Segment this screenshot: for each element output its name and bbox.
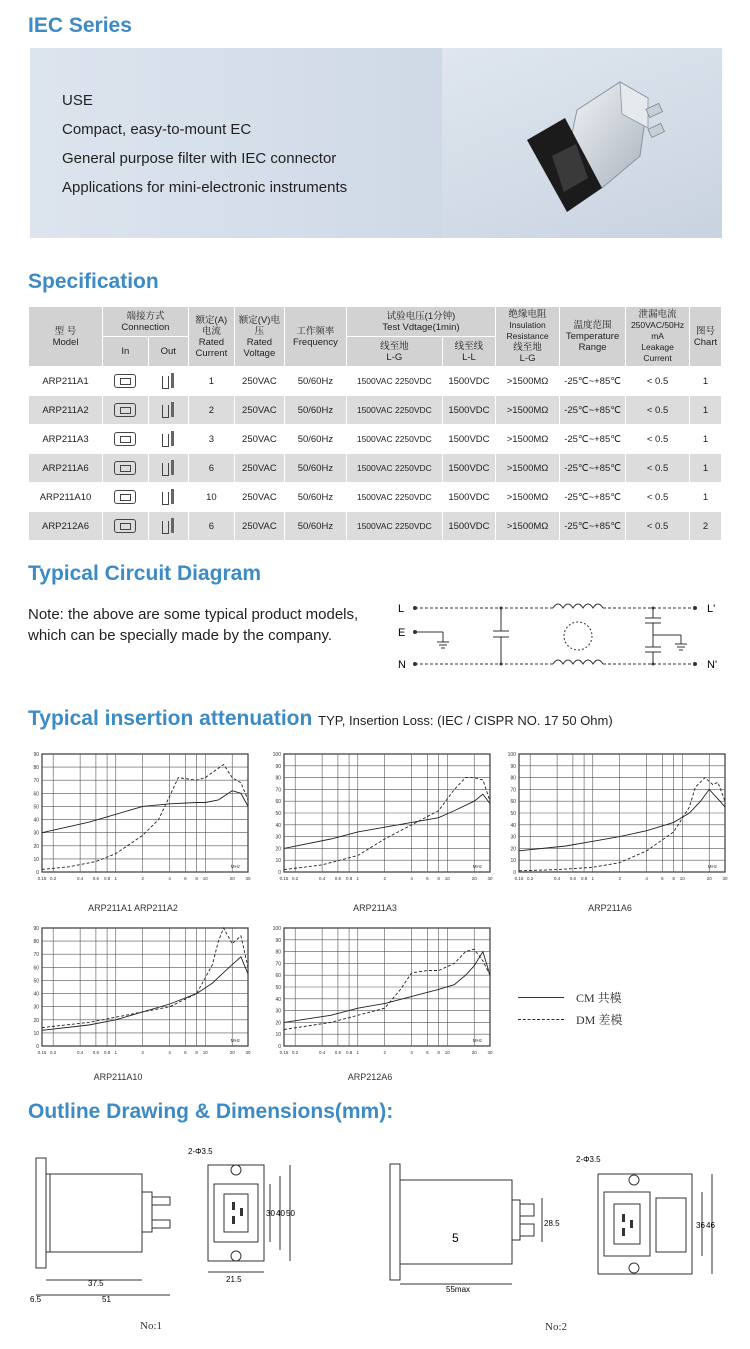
cell-chart: 1 (690, 396, 722, 425)
y-tick-label: 50 (510, 811, 516, 817)
circuit-diagram (395, 594, 725, 678)
y-tick-label: 20 (33, 1017, 39, 1024)
section-title-outline: Outline Drawing & Dimensions(mm): (28, 1100, 394, 1123)
cell-lg: 1500VAC 2250VDC (346, 367, 442, 396)
attenuation-chart-arp211a3 (270, 750, 496, 884)
tab-terminal-icon (161, 373, 175, 389)
x-unit-label: MHz (230, 1038, 240, 1043)
x-tick-label: 1 (356, 876, 360, 881)
x-unit-label: MHz (472, 864, 482, 869)
cell-temperature: -25℃~+85℃ (560, 367, 626, 396)
x-tick-label: 0.4 (554, 876, 561, 881)
x-tick-label: 10 (444, 876, 450, 881)
x-tick-label: 0.6 (92, 1050, 100, 1055)
attenuation-chart-arp211a1-a2 (28, 750, 254, 884)
cell-model: ARP211A2 (29, 396, 103, 425)
cell-model: ARP211A3 (29, 425, 103, 454)
x-tick-label: 10 (679, 876, 685, 881)
x-tick-label: 8 (437, 1050, 440, 1055)
x-tick-label: 8 (195, 1050, 198, 1055)
y-tick-label: 40 (275, 822, 281, 829)
table-row (29, 512, 722, 541)
hero-text (62, 86, 347, 202)
x-tick-label: 0.8 (580, 876, 588, 881)
table-row (29, 425, 722, 454)
cell-insulation: >1500MΩ (496, 483, 560, 512)
filter-product-illustration (442, 48, 722, 238)
attenuation-chart-arp211a6 (505, 750, 731, 884)
x-tick-label: 4 (168, 876, 171, 881)
cell-frequency: 50/60Hz (284, 367, 346, 396)
x-tick-label: 6 (426, 876, 429, 881)
col-frequency: 工作频率 Frequency (284, 307, 346, 367)
y-tick-label: 60 (510, 799, 516, 806)
x-tick-label: 0.2 (527, 876, 534, 881)
x-tick-label: 0.6 (334, 1050, 342, 1055)
x-tick-label: 8 (437, 876, 440, 881)
x-tick-label: 10 (444, 1050, 450, 1055)
y-tick-label: 90 (33, 752, 39, 758)
outline-label-no2: No:2 (545, 1321, 567, 1333)
circuit-note: Note: the above are some typical product models, which can be specially made by the company. (28, 606, 359, 644)
hero-line: Compact, easy-to-mount EC (62, 121, 252, 138)
hero-line: General purpose filter with IEC connector (62, 150, 337, 167)
dim-b: 51 (102, 1295, 111, 1304)
cell-ll: 1500VDC (442, 512, 495, 541)
tab-terminal-icon (161, 431, 175, 447)
x-tick-label: 0.2 (292, 876, 299, 881)
cell-temperature: -25℃~+85℃ (560, 483, 626, 512)
y-tick-label: 0 (278, 1044, 281, 1050)
attenuation-chart-arp211a10 (28, 924, 254, 1058)
x-tick-label: 8 (672, 876, 675, 881)
x-tick-label: 4 (645, 876, 648, 881)
cell-temperature: -25℃~+85℃ (560, 512, 626, 541)
hero-banner (30, 48, 722, 238)
y-tick-label: 30 (510, 834, 516, 841)
col-conn-out: Out (148, 337, 188, 367)
cell-frequency: 50/60Hz (284, 396, 346, 425)
dim-g: 50 (286, 1209, 295, 1218)
cell-current: 10 (188, 483, 234, 512)
dim-d: 36 (696, 1221, 705, 1230)
chart-caption: ARP211A10 (93, 1072, 143, 1082)
y-tick-label: 10 (510, 858, 516, 865)
cell-lg: 1500VAC 2250VDC (346, 396, 442, 425)
y-tick-label: 90 (33, 926, 39, 932)
col-insulation: 绝缘电阻 Insulation Resistance 线至地 L-G (496, 307, 560, 367)
cell-out (148, 425, 188, 454)
label-n-out: N' (707, 659, 718, 671)
y-tick-label: 60 (275, 973, 281, 980)
hero-line: USE (62, 92, 93, 109)
x-unit-label: MHz (472, 1038, 482, 1043)
x-tick-label: 2 (383, 876, 386, 881)
cell-voltage: 250VAC (234, 454, 284, 483)
x-tick-label: 30 (245, 876, 251, 881)
table-row (29, 454, 722, 483)
y-tick-label: 80 (275, 949, 281, 956)
iec-inlet-icon (114, 432, 136, 446)
cell-out (148, 367, 188, 396)
x-tick-label: 10 (202, 876, 208, 881)
x-unit-label: MHz (230, 864, 240, 869)
dim-b: 28.5 (544, 1219, 560, 1228)
col-conn-in: In (103, 337, 149, 367)
cell-leakage: < 0.5 (626, 425, 690, 454)
cell-out (148, 396, 188, 425)
y-tick-label: 100 (507, 752, 516, 758)
y-tick-label: 30 (275, 1008, 281, 1015)
x-tick-label: 0.4 (319, 1050, 326, 1055)
x-tick-label: 0.4 (77, 1050, 84, 1055)
chart-frame (42, 754, 248, 872)
table-row (29, 396, 722, 425)
cell-frequency: 50/60Hz (284, 454, 346, 483)
section-title-specification: Specification (28, 270, 159, 293)
cell-model: ARP211A1 (29, 367, 103, 396)
x-tick-label: 0.2 (292, 1050, 299, 1055)
y-tick-label: 40 (275, 996, 281, 1003)
y-tick-label: 10 (275, 1032, 281, 1039)
iec-inlet-icon (114, 490, 136, 504)
col-test-voltage: 试验电压(1分钟) Test Vdtage(1min) (346, 307, 495, 337)
x-tick-label: 6 (184, 876, 187, 881)
cell-lg: 1500VAC 2250VDC (346, 425, 442, 454)
col-current: 额定(A)电流 Rated Current (188, 307, 234, 367)
y-tick-label: 20 (510, 846, 516, 853)
cell-chart: 1 (690, 425, 722, 454)
dim-c: 6.5 (30, 1295, 42, 1304)
table-row (29, 367, 722, 396)
y-tick-label: 40 (33, 817, 39, 824)
x-tick-label: 6 (184, 1050, 187, 1055)
x-tick-label: 2 (618, 876, 621, 881)
iec-inlet-icon (114, 461, 136, 475)
dim-a: 37.5 (88, 1279, 104, 1288)
cell-insulation: >1500MΩ (496, 367, 560, 396)
cell-frequency: 50/60Hz (284, 483, 346, 512)
x-tick-label: 30 (487, 1050, 493, 1055)
x-tick-label: 0.6 (569, 876, 577, 881)
y-tick-label: 70 (275, 961, 281, 968)
cell-model: ARP211A6 (29, 454, 103, 483)
y-tick-label: 40 (510, 822, 516, 829)
x-tick-label: 0.15 (514, 876, 524, 881)
series-cm-line (42, 791, 248, 833)
cell-current: 2 (188, 396, 234, 425)
y-tick-label: 80 (33, 939, 39, 946)
x-tick-label: 2 (383, 1050, 386, 1055)
cell-leakage: < 0.5 (626, 454, 690, 483)
col-model: 型 号 Model (29, 307, 103, 367)
x-tick-label: 0.15 (37, 876, 47, 881)
cell-chart: 1 (690, 483, 722, 512)
x-tick-label: 0.6 (92, 876, 100, 881)
dim-e: 30 (266, 1209, 275, 1218)
y-tick-label: 30 (33, 1004, 39, 1011)
cell-voltage: 250VAC (234, 367, 284, 396)
cell-model: ARP212A6 (29, 512, 103, 541)
y-tick-label: 70 (510, 787, 516, 794)
col-temperature: 温度范围 Temperature Range (560, 307, 626, 367)
y-tick-label: 100 (272, 752, 281, 758)
cell-leakage: < 0.5 (626, 367, 690, 396)
chart-caption: ARP211A1 ARP211A2 (88, 903, 178, 913)
series-cm-line (519, 789, 725, 850)
cell-out (148, 454, 188, 483)
dim-hole: 2-Φ3.5 (576, 1155, 601, 1164)
cell-in (103, 367, 149, 396)
col-ll: 线至线 L-L (442, 337, 495, 367)
cell-out (148, 512, 188, 541)
cell-current: 3 (188, 425, 234, 454)
tab-terminal-icon (161, 489, 175, 505)
series-cm-line (284, 794, 490, 848)
x-tick-label: 0.15 (279, 1050, 289, 1055)
y-tick-label: 30 (275, 834, 281, 841)
cell-voltage: 250VAC (234, 512, 284, 541)
cell-in (103, 512, 149, 541)
iec-inlet-icon (114, 374, 136, 388)
cell-ll: 1500VDC (442, 454, 495, 483)
y-tick-label: 50 (33, 804, 39, 811)
cell-insulation: >1500MΩ (496, 512, 560, 541)
label-l-out: L' (707, 603, 716, 615)
x-tick-label: 20 (471, 1050, 477, 1055)
x-tick-label: 0.4 (319, 876, 326, 881)
legend-cm: CM 共模 (518, 986, 622, 1008)
x-unit-label: MHz (707, 864, 717, 869)
chart-caption: ARP211A3 (353, 903, 397, 913)
x-tick-label: 6 (426, 1050, 429, 1055)
cell-insulation: >1500MΩ (496, 396, 560, 425)
col-chart: 图号 Chart (690, 307, 722, 367)
label-e: E (398, 627, 406, 639)
y-tick-label: 10 (275, 858, 281, 865)
section-title-attenuation: Typical insertion attenuation TYP, Insertion Loss: (IEC / CISPR NO. 17 50 Ohm) (28, 707, 613, 730)
cell-in (103, 454, 149, 483)
y-tick-label: 20 (275, 846, 281, 853)
x-tick-label: 20 (229, 876, 235, 881)
x-tick-label: 20 (706, 876, 712, 881)
x-tick-label: 30 (245, 1050, 251, 1055)
y-tick-label: 0 (36, 1044, 39, 1050)
label-l: L (398, 603, 405, 615)
x-tick-label: 2 (141, 1050, 144, 1055)
x-tick-label: 0.4 (77, 876, 84, 881)
y-tick-label: 50 (275, 811, 281, 817)
x-tick-label: 0.8 (103, 1050, 111, 1055)
cell-voltage: 250VAC (234, 425, 284, 454)
chart-legend (518, 986, 622, 1030)
y-tick-label: 60 (33, 791, 39, 798)
x-tick-label: 1 (591, 876, 595, 881)
y-tick-label: 0 (278, 870, 281, 876)
cell-chart: 2 (690, 512, 722, 541)
col-leakage: 泄漏电流 250VAC/50Hz mA Leakage Current (626, 307, 690, 367)
cell-model: ARP211A10 (29, 483, 103, 512)
y-tick-label: 30 (33, 830, 39, 837)
y-tick-label: 70 (33, 952, 39, 959)
x-tick-label: 20 (471, 876, 477, 881)
x-tick-label: 1 (356, 1050, 360, 1055)
y-tick-label: 60 (33, 965, 39, 972)
x-tick-label: 30 (487, 876, 493, 881)
cell-chart: 1 (690, 454, 722, 483)
y-tick-label: 50 (33, 978, 39, 985)
col-lg: 线至地 L-G (346, 337, 442, 367)
cell-leakage: < 0.5 (626, 396, 690, 425)
y-tick-label: 80 (510, 775, 516, 782)
y-tick-label: 40 (33, 991, 39, 998)
cell-leakage: < 0.5 (626, 512, 690, 541)
x-tick-label: 8 (195, 876, 198, 881)
x-tick-label: 30 (722, 876, 728, 881)
cell-voltage: 250VAC (234, 396, 284, 425)
outline-drawing-no1 (30, 1140, 320, 1310)
product-image (442, 48, 722, 238)
cell-ll: 1500VDC (442, 367, 495, 396)
x-tick-label: 6 (661, 876, 664, 881)
x-tick-label: 0.15 (279, 876, 289, 881)
x-tick-label: 4 (410, 1050, 413, 1055)
dim-e: 46 (706, 1221, 715, 1230)
table-header-row (29, 307, 722, 337)
cell-ll: 1500VDC (442, 396, 495, 425)
cell-current: 6 (188, 512, 234, 541)
tab-terminal-icon (161, 402, 175, 418)
cell-lg: 1500VAC 2250VDC (346, 454, 442, 483)
cell-temperature: -25℃~+85℃ (560, 454, 626, 483)
cell-out (148, 483, 188, 512)
dim-hole: 2-Φ3.5 (188, 1147, 213, 1156)
col-voltage: 额定(V)电压 Rated Voltage (234, 307, 284, 367)
y-tick-label: 90 (275, 937, 281, 944)
y-tick-label: 80 (33, 765, 39, 772)
spec-table (28, 306, 722, 541)
y-tick-label: 10 (33, 856, 39, 863)
section-title-circuit: Typical Circuit Diagram (28, 562, 262, 585)
cell-temperature: -25℃~+85℃ (560, 396, 626, 425)
y-tick-label: 0 (36, 870, 39, 876)
dim-d: 21.5 (226, 1275, 242, 1284)
x-tick-label: 10 (202, 1050, 208, 1055)
series-dm-line (42, 928, 248, 1028)
label-n: N (398, 659, 406, 671)
tab-terminal-icon (161, 518, 175, 534)
iec-inlet-icon (114, 403, 136, 417)
x-tick-label: 4 (410, 876, 413, 881)
cell-lg: 1500VAC 2250VDC (346, 512, 442, 541)
x-tick-label: 20 (229, 1050, 235, 1055)
series-dm-line (284, 778, 490, 870)
y-tick-label: 10 (33, 1030, 39, 1037)
iec-inlet-icon (114, 519, 136, 533)
outline-label-no1: No:1 (140, 1320, 162, 1332)
x-tick-label: 0.2 (50, 876, 57, 881)
y-tick-label: 60 (275, 799, 281, 806)
cell-in (103, 483, 149, 512)
cell-leakage: < 0.5 (626, 483, 690, 512)
tab-terminal-icon (161, 460, 175, 476)
y-tick-label: 100 (272, 926, 281, 932)
y-tick-label: 20 (33, 843, 39, 850)
cell-temperature: -25℃~+85℃ (560, 425, 626, 454)
attenuation-note: TYP, Insertion Loss: (IEC / CISPR NO. 17 50 Ohm) (318, 713, 613, 728)
x-tick-label: 1 (114, 1050, 118, 1055)
x-tick-label: 0.8 (345, 876, 353, 881)
cell-current: 6 (188, 454, 234, 483)
cell-ll: 1500VDC (442, 483, 495, 512)
y-tick-label: 90 (275, 763, 281, 770)
y-tick-label: 70 (275, 787, 281, 794)
cell-in (103, 425, 149, 454)
x-tick-label: 0.8 (345, 1050, 353, 1055)
x-tick-label: 4 (168, 1050, 171, 1055)
cell-current: 1 (188, 367, 234, 396)
x-tick-label: 0.6 (334, 876, 342, 881)
cell-ll: 1500VDC (442, 425, 495, 454)
cell-insulation: >1500MΩ (496, 454, 560, 483)
y-tick-label: 50 (275, 985, 281, 991)
cell-in (103, 396, 149, 425)
y-tick-label: 80 (275, 775, 281, 782)
cell-chart: 1 (690, 367, 722, 396)
cell-insulation: >1500MΩ (496, 425, 560, 454)
cell-lg: 1500VAC 2250VDC (346, 483, 442, 512)
attenuation-chart-arp212a6 (270, 924, 496, 1058)
y-tick-label: 90 (510, 763, 516, 770)
x-tick-label: 1 (114, 876, 118, 881)
y-tick-label: 70 (33, 778, 39, 785)
cell-frequency: 50/60Hz (284, 512, 346, 541)
x-tick-label: 0.15 (37, 1050, 47, 1055)
x-tick-label: 0.8 (103, 876, 111, 881)
dim-a: 55max (446, 1285, 471, 1294)
legend-dm: DM 差模 (518, 1008, 622, 1030)
chart-caption: ARP211A6 (588, 903, 632, 913)
y-tick-label: 20 (275, 1020, 281, 1027)
col-connection: 端接方式 Connection (103, 307, 189, 337)
dim-c: 5 (452, 1231, 459, 1245)
cell-frequency: 50/60Hz (284, 425, 346, 454)
dim-f: 40 (276, 1209, 285, 1218)
cell-voltage: 250VAC (234, 483, 284, 512)
x-tick-label: 2 (141, 876, 144, 881)
section-title-iec: IEC Series (28, 14, 132, 37)
x-tick-label: 0.2 (50, 1050, 57, 1055)
y-tick-label: 0 (513, 870, 516, 876)
chart-caption: ARP212A6 (347, 1072, 393, 1082)
table-row (29, 483, 722, 512)
hero-line: Applications for mini-electronic instruments (62, 179, 348, 196)
outline-drawing-no2 (380, 1150, 725, 1310)
series-dm-line (519, 778, 725, 871)
